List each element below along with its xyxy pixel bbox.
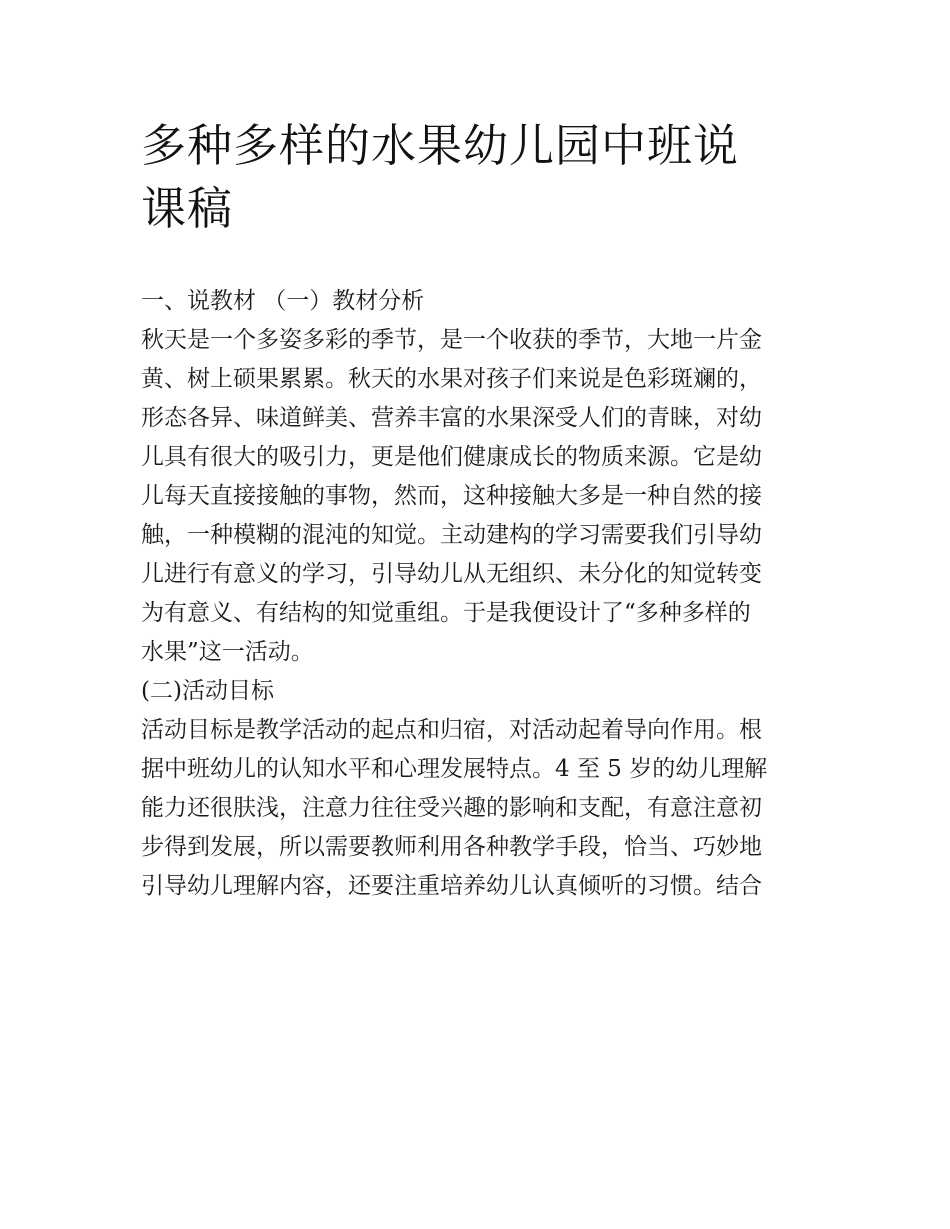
paragraph-line: 触，一种模糊的混沌的知觉。主动建构的学习需要我们引导幼 bbox=[141, 522, 762, 548]
paragraph-line: 为有意义、有结构的知觉重组。于是我便设计了“多种多样的 bbox=[141, 600, 751, 626]
document-title bbox=[141, 114, 821, 240]
paragraph-line: 活动目标是教学活动的起点和归宿，对活动起着导向作用。根 bbox=[141, 717, 762, 743]
title-line: 课稿 bbox=[141, 182, 234, 235]
paragraph-line: 黄、树上硕果累累。秋天的水果对孩子们来说是色彩斑斓的， bbox=[141, 366, 762, 392]
paragraph-line: 水果”这一活动。 bbox=[141, 639, 314, 665]
paragraph-line: 引导幼儿理解内容，还要注重培养幼儿认真倾听的习惯。结合 bbox=[141, 873, 762, 899]
paragraph-line: 儿具有很大的吸引力，更是他们健康成长的物质来源。它是幼 bbox=[141, 444, 762, 470]
paragraph-line: 形态各异、味道鲜美、营养丰富的水果深受人们的青睐，对幼 bbox=[141, 405, 762, 431]
paragraph-line: 儿每天直接接触的事物，然而，这种接触大多是一种自然的接 bbox=[141, 483, 762, 509]
paragraph-line: 步得到发展，所以需要教师利用各种教学手段，恰当、巧妙地 bbox=[141, 834, 762, 860]
paragraph-line: 能力还很肤浅，注意力往往受兴趣的影响和支配，有意注意初 bbox=[141, 795, 762, 821]
paragraph-line: 据中班幼儿的认知水平和心理发展特点。4 至 5 岁的幼儿理解 bbox=[141, 756, 768, 782]
document-body bbox=[141, 282, 812, 906]
section-heading-teaching-material: 一、说教材 （一）教材分析 bbox=[141, 288, 425, 314]
paragraph-line: 秋天是一个多姿多彩的季节，是一个收获的季节，大地一片金 bbox=[141, 327, 762, 353]
section-heading-activity-goals: (二)活动目标 bbox=[141, 678, 274, 704]
title-line: 多种多样的水果幼儿园中班说 bbox=[141, 119, 740, 172]
paragraph-line: 儿进行有意义的学习，引导幼儿从无组织、未分化的知觉转变 bbox=[141, 561, 762, 587]
